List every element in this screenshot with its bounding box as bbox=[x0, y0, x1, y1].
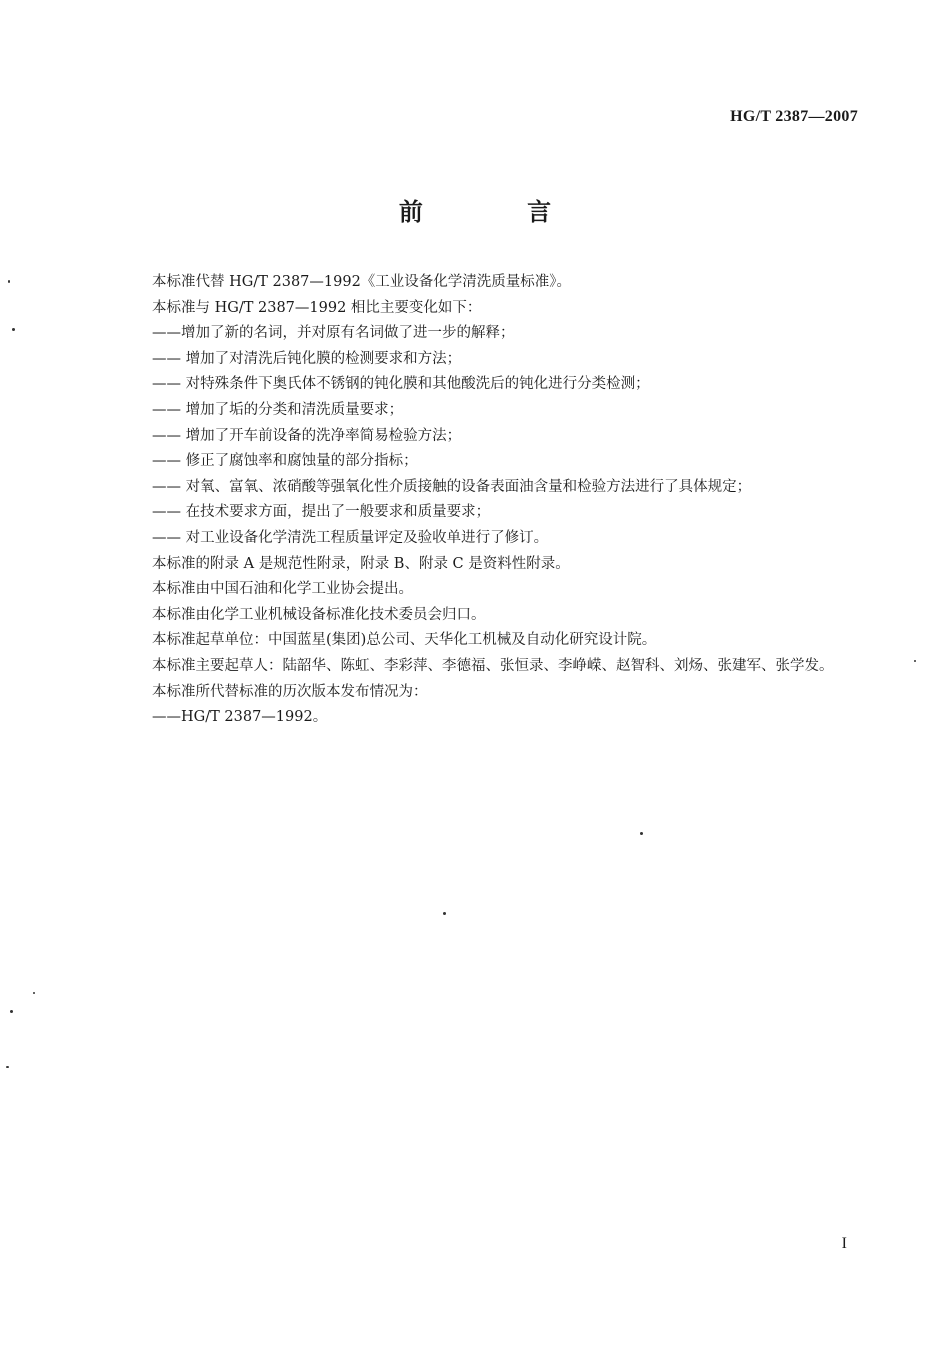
scan-speck bbox=[10, 1010, 13, 1013]
paragraph: 本标准由中国石油和化学工业协会提出。 bbox=[152, 581, 413, 598]
scan-speck bbox=[12, 328, 15, 331]
page-number: I bbox=[841, 1235, 847, 1252]
paragraph: 本标准主要起草人：陆韶华、陈虹、李彩萍、李德福、张恒录、李峥嵘、赵智科、刘炀、张建军、张学发。 bbox=[152, 657, 834, 674]
scan-speck bbox=[914, 660, 916, 662]
scan-speck bbox=[6, 1066, 9, 1068]
standard-code: HG/T 2387—2007 bbox=[730, 108, 858, 125]
change-item: —— 在技术要求方面，提出了一般要求和质量要求； bbox=[152, 504, 491, 521]
change-item: —— 增加了垢的分类和清洗质量要求； bbox=[152, 401, 404, 418]
paragraph: 本标准代替 HG/T 2387—1992《工业设备化学清洗质量标准》。 bbox=[152, 274, 572, 290]
scan-speck bbox=[640, 832, 643, 835]
foreword-body bbox=[152, 270, 872, 731]
paragraph: 本标准起草单位：中国蓝星(集团)总公司、天华化工机械及自动化研究设计院。 bbox=[152, 632, 657, 649]
paragraph: 本标准的附录 A 是规范性附录，附录 B、附录 C 是资料性附录。 bbox=[152, 555, 570, 572]
change-item: —— 修正了腐蚀率和腐蚀量的部分指标； bbox=[152, 453, 418, 470]
paragraph: 本标准与 HG/T 2387—1992 相比主要变化如下： bbox=[152, 299, 482, 316]
change-item: —— 对特殊条件下奥氏体不锈钢的钝化膜和其他酸洗后的钝化进行分类检测； bbox=[152, 376, 650, 393]
change-item: —— 增加了开车前设备的洗净率简易检验方法； bbox=[152, 427, 462, 444]
paragraph: 本标准由化学工业机械设备标准化技术委员会归口。 bbox=[152, 606, 486, 623]
change-item: ——增加了新的名词，并对原有名词做了进一步的解释； bbox=[152, 325, 515, 342]
paragraph: 本标准所代替标准的历次版本发布情况为： bbox=[152, 683, 428, 700]
scan-speck bbox=[33, 992, 35, 994]
change-item: —— 对工业设备化学清洗工程质量评定及验收单进行了修订。 bbox=[152, 529, 549, 546]
scan-speck bbox=[443, 912, 446, 915]
change-item: ——HG/T 2387—1992。 bbox=[152, 709, 328, 726]
page-title: 前 言 bbox=[398, 198, 600, 226]
change-item: —— 增加了对清洗后钝化膜的检测要求和方法； bbox=[152, 350, 462, 367]
change-item: —— 对氧、富氧、浓硝酸等强氧化性介质接触的设备表面油含量和检验方法进行了具体规定； bbox=[152, 478, 752, 495]
scan-speck bbox=[8, 280, 10, 283]
